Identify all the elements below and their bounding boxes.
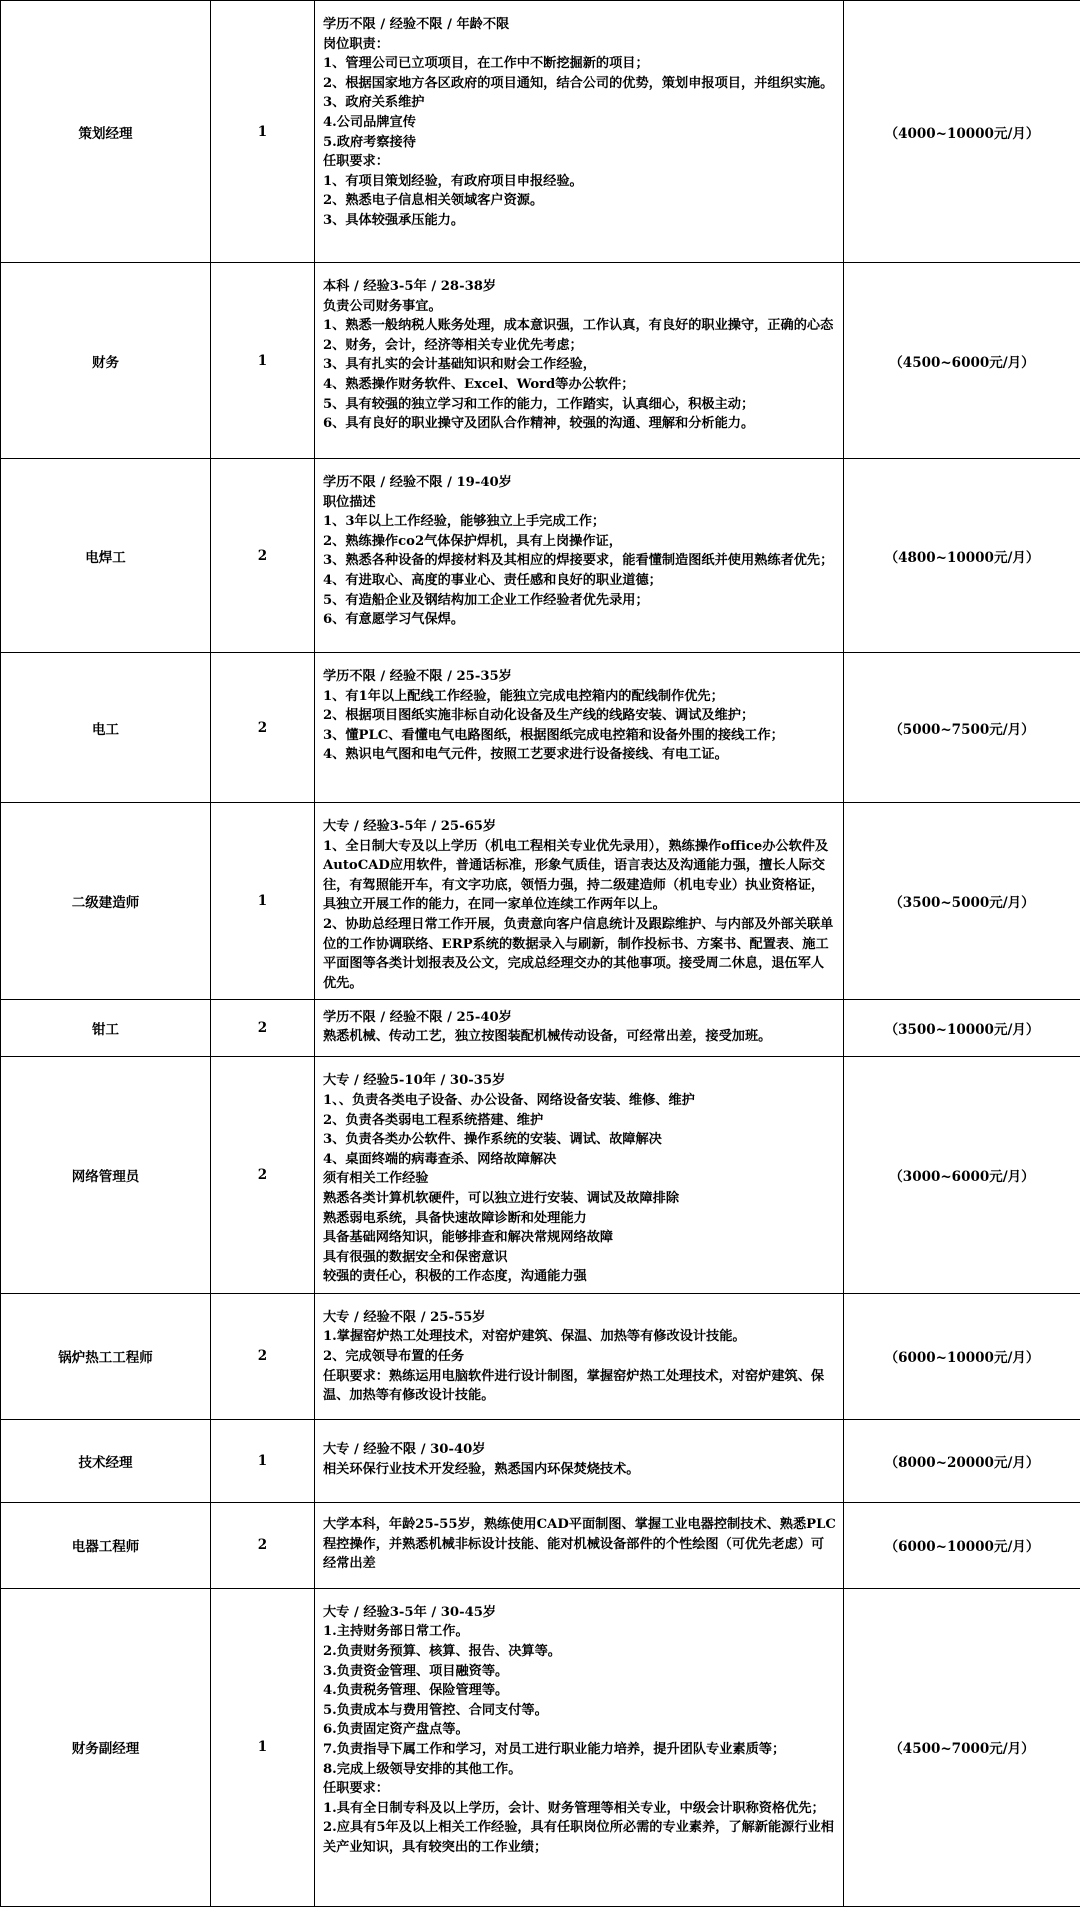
job-headcount: 2: [211, 1293, 315, 1419]
job-salary: （8000~20000元/月）: [844, 1419, 1080, 1502]
job-salary: （4800~10000元/月）: [844, 459, 1080, 653]
description-line: 7.负责指导下属工作和学习，对员工进行职业能力培养，提升团队专业素质等；: [323, 1740, 837, 1760]
job-salary: （3500~10000元/月）: [844, 1000, 1080, 1057]
description-line: 2、负责各类弱电工程系统搭建、维护: [323, 1111, 837, 1131]
description-line: 1.具有全日制专科及以上学历，会计、财务管理等相关专业，中级会计职称资格优先；: [323, 1799, 837, 1819]
job-salary: （4500~7000元/月）: [844, 1588, 1080, 1906]
description-line: 大专 / 经验5-10年 / 30-35岁: [323, 1071, 837, 1091]
job-row: [1, 653, 1080, 803]
description-line: 职位描述: [323, 493, 837, 513]
job-headcount: 1: [211, 803, 315, 1000]
job-headcount: 2: [211, 459, 315, 653]
description-line: 3、懂PLC、看懂电气电路图纸，根据图纸完成电控箱和设备外围的接线工作；: [323, 726, 837, 746]
description-line: 3、具有扎实的会计基础知识和财会工作经验，: [323, 355, 837, 375]
job-row: [1, 263, 1080, 459]
job-salary: （3500~5000元/月）: [844, 803, 1080, 1000]
job-rows: [1, 1, 1080, 1907]
description-line: 1.掌握窑炉热工处理技术，对窑炉建筑、保温、加热等有修改设计技能。: [323, 1327, 837, 1347]
description-line: 1、熟悉一般纳税人账务处理，成本意识强，工作认真，有良好的职业操守，正确的心态: [323, 316, 837, 336]
job-title: 电工: [1, 653, 211, 803]
job-description: [315, 1057, 844, 1294]
description-line: 学历不限 / 经验不限 / 25-35岁: [323, 667, 837, 687]
description-line: 4.公司品牌宣传: [323, 113, 837, 133]
description-line: 具备基础网络知识，能够排查和解决常规网络故障: [323, 1228, 837, 1248]
job-description: [315, 1502, 844, 1588]
job-headcount: 1: [211, 1588, 315, 1906]
description-line: 3.负责资金管理、项目融资等。: [323, 1662, 837, 1682]
description-line: 2.应具有5年及以上相关工作经验，具有任职岗位所必需的专业素养，了解新能源行业相关产业知识，具有较突出的工作业绩；: [323, 1818, 837, 1857]
description-line: 3、熟悉各种设备的焊接材料及其相应的焊接要求，能看懂制造图纸并使用熟练者优先；: [323, 551, 837, 571]
job-salary: （4000~10000元/月）: [844, 1, 1080, 263]
description-line: 大学本科，年龄25-55岁，熟练使用CAD平面制图、掌握工业电器控制技术、熟悉PLC程控操作，并熟悉机械非标设计技能、能对机械设备部件的个性绘图（可优先老虑）可经常出差: [323, 1515, 837, 1574]
description-line: 1、、负责各类电子设备、办公设备、网络设备安装、维修、维护: [323, 1091, 837, 1111]
description-line: 1、3年以上工作经验，能够独立上手完成工作；: [323, 512, 837, 532]
job-description: [315, 1293, 844, 1419]
job-headcount: 2: [211, 1502, 315, 1588]
description-line: 6、有意愿学习气保焊。: [323, 610, 837, 630]
description-line: 6.负责固定资产盘点等。: [323, 1720, 837, 1740]
description-line: 4、桌面终端的病毒查杀、网络故障解决: [323, 1150, 837, 1170]
description-line: 大专 / 经验不限 / 30-40岁: [323, 1440, 837, 1460]
job-title: 策划经理: [1, 1, 211, 263]
description-line: 大专 / 经验不限 / 25-55岁: [323, 1308, 837, 1328]
description-line: 学历不限 / 经验不限 / 19-40岁: [323, 473, 837, 493]
job-description: [315, 803, 844, 1000]
job-row: [1, 1502, 1080, 1588]
description-line: 具有很强的数据安全和保密意识: [323, 1248, 837, 1268]
job-title: 电焊工: [1, 459, 211, 653]
description-line: 1、全日制大专及以上学历（机电工程相关专业优先录用），熟练操作office办公软件及AutoCAD应用软件，普通话标准，形象气质佳，语言表达及沟通能力强，擅长人际交往，有驾照能开车，有文字功底，领悟力强，持二级建造师（机电专业）执业资格证，具独立开展工作的能力，在同一家单位连续工作两年以上。: [323, 837, 837, 915]
job-row: [1, 1000, 1080, 1057]
job-description: [315, 1588, 844, 1906]
description-line: 熟悉各类计算机软硬件，可以独立进行安装、调试及故障排除: [323, 1189, 837, 1209]
description-line: 相关环保行业技术开发经验，熟悉国内环保焚烧技术。: [323, 1460, 837, 1480]
description-line: 2、财务，会计，经济等相关专业优先考虑；: [323, 336, 837, 356]
job-title: 钳工: [1, 1000, 211, 1057]
job-description: [315, 1419, 844, 1502]
description-line: 5、具有较强的独立学习和工作的能力，工作踏实，认真细心，积极主动；: [323, 395, 837, 415]
description-line: 4、熟识电气图和电气元件，按照工艺要求进行设备接线、有电工证。: [323, 745, 837, 765]
job-headcount: 2: [211, 653, 315, 803]
job-salary: （3000~6000元/月）: [844, 1057, 1080, 1294]
job-salary: （6000~10000元/月）: [844, 1502, 1080, 1588]
job-salary: （6000~10000元/月）: [844, 1293, 1080, 1419]
description-line: 任职要求：: [323, 152, 837, 172]
description-line: 本科 / 经验3-5年 / 28-38岁: [323, 277, 837, 297]
job-title: 财务副经理: [1, 1588, 211, 1906]
description-line: 2、协助总经理日常工作开展，负责意向客户信息统计及跟踪维护、与内部及外部关联单位的工作协调联络、ERP系统的数据录入与刷新，制作投标书、方案书、配置表、施工平面图等各类计划报表及公文，完成总经理交办的其他事项。接受周二休息，退伍军人优先。: [323, 915, 837, 993]
job-title: 财务: [1, 263, 211, 459]
job-description: [315, 653, 844, 803]
description-line: 6、具有良好的职业操守及团队合作精神，较强的沟通、理解和分析能力。: [323, 414, 837, 434]
description-line: 岗位职责：: [323, 35, 837, 55]
description-line: 任职要求：熟练运用电脑软件进行设计制图，掌握窑炉热工处理技术，对窑炉建筑、保温、加热等有修改设计技能。: [323, 1367, 837, 1406]
job-row: [1, 1293, 1080, 1419]
job-description: [315, 1, 844, 263]
job-salary: （5000~7500元/月）: [844, 653, 1080, 803]
description-line: 2、根据国家地方各区政府的项目通知，结合公司的优势，策划申报项目，并组织实施。: [323, 74, 837, 94]
description-line: 3、负责各类办公软件、操作系统的安装、调试、故障解决: [323, 1130, 837, 1150]
job-title: 二级建造师: [1, 803, 211, 1000]
job-row: [1, 1588, 1080, 1906]
job-headcount: 2: [211, 1000, 315, 1057]
description-line: 3、政府关系维护: [323, 93, 837, 113]
description-line: 1、有项目策划经验，有政府项目申报经验。: [323, 172, 837, 192]
description-line: 熟悉弱电系统，具备快速故障诊断和处理能力: [323, 1209, 837, 1229]
description-line: 5、有造船企业及钢结构加工企业工作经验者优先录用；: [323, 591, 837, 611]
job-row: [1, 459, 1080, 653]
description-line: 任职要求：: [323, 1779, 837, 1799]
job-headcount: 1: [211, 263, 315, 459]
description-line: 1、管理公司已立项项目，在工作中不断挖掘新的项目；: [323, 54, 837, 74]
description-line: 负责公司财务事宜。: [323, 297, 837, 317]
description-line: 较强的责任心，积极的工作态度，沟通能力强: [323, 1267, 837, 1287]
description-line: 4、熟悉操作财务软件、Excel、Word等办公软件；: [323, 375, 837, 395]
description-line: 熟悉机械、传动工艺，独立按图装配机械传动设备，可经常出差，接受加班。: [323, 1027, 837, 1047]
job-row: [1, 1057, 1080, 1294]
job-salary: （4500~6000元/月）: [844, 263, 1080, 459]
job-row: [1, 1419, 1080, 1502]
job-headcount: 1: [211, 1, 315, 263]
job-title: 网络管理员: [1, 1057, 211, 1294]
job-row: [1, 803, 1080, 1000]
job-title: 锅炉热工工程师: [1, 1293, 211, 1419]
description-line: 须有相关工作经验: [323, 1169, 837, 1189]
job-description: [315, 1000, 844, 1057]
description-line: 4.负责税务管理、保险管理等。: [323, 1681, 837, 1701]
description-line: 2、完成领导布置的任务: [323, 1347, 837, 1367]
description-line: 学历不限 / 经验不限 / 25-40岁: [323, 1008, 837, 1028]
description-line: 学历不限 / 经验不限 / 年龄不限: [323, 15, 837, 35]
description-line: 1.主持财务部日常工作。: [323, 1622, 837, 1642]
job-row: [1, 1, 1080, 263]
description-line: 大专 / 经验3-5年 / 30-45岁: [323, 1603, 837, 1623]
description-line: 2、熟练操作co2气体保护焊机，具有上岗操作证，: [323, 532, 837, 552]
description-line: 5.政府考察接待: [323, 133, 837, 153]
job-title: 电器工程师: [1, 1502, 211, 1588]
description-line: 5.负责成本与费用管控、合同支付等。: [323, 1701, 837, 1721]
description-line: 2.负责财务预算、核算、报告、决算等。: [323, 1642, 837, 1662]
description-line: 2、根据项目图纸实施非标自动化设备及生产线的线路安装、调试及维护；: [323, 706, 837, 726]
description-line: 1、有1年以上配线工作经验，能独立完成电控箱内的配线制作优先；: [323, 687, 837, 707]
description-line: 2、熟悉电子信息相关领域客户资源。: [323, 191, 837, 211]
description-line: 4、有进取心、高度的事业心、责任感和良好的职业道德；: [323, 571, 837, 591]
job-description: [315, 459, 844, 653]
description-line: 大专 / 经验3-5年 / 25-65岁: [323, 817, 837, 837]
job-description: [315, 263, 844, 459]
description-line: 8.完成上级领导安排的其他工作。: [323, 1760, 837, 1780]
description-line: 3、具体较强承压能力。: [323, 211, 837, 231]
job-title: 技术经理: [1, 1419, 211, 1502]
job-headcount: 2: [211, 1057, 315, 1294]
job-headcount: 1: [211, 1419, 315, 1502]
